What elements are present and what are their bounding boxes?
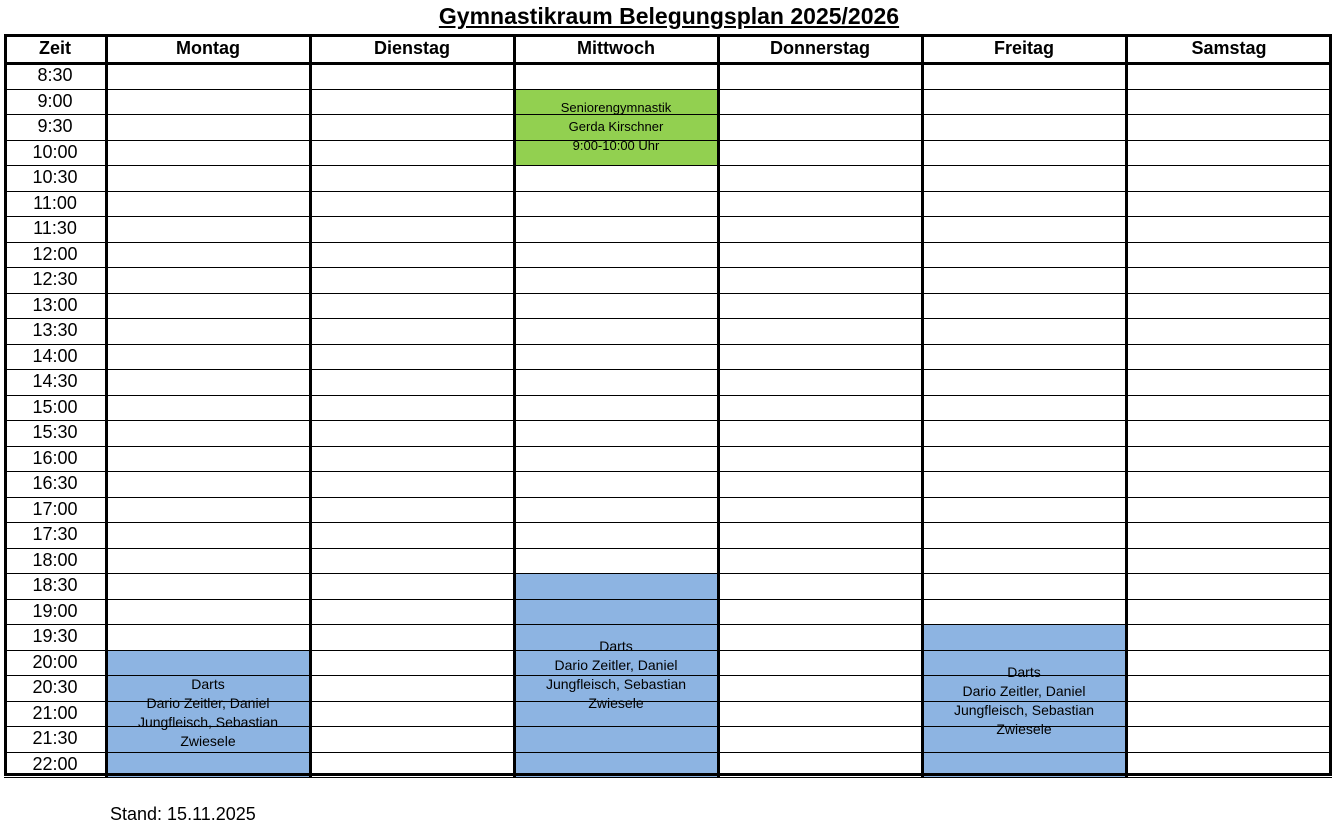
table-frame	[4, 34, 1332, 776]
time-label: 12:00	[32, 243, 78, 264]
booking-line: Jungfleisch, Sebastian	[545, 676, 687, 692]
column-header-donnerstag: Donnerstag	[769, 38, 870, 58]
column-header-dienstag: Dienstag	[373, 38, 451, 58]
column-header-zeit: Zeit	[38, 38, 71, 58]
booking-line: Dario Zeitler, Daniel	[962, 682, 1086, 699]
booking-line: Dario Zeitler, Daniel	[146, 695, 270, 712]
time-label: 10:00	[32, 141, 78, 162]
booking-line: Dario Zeitler, Daniel	[554, 657, 678, 673]
time-label: 21:00	[32, 702, 78, 723]
booking-line: Seniorengymnastik	[560, 100, 672, 116]
column-header-mittwoch: Mittwoch	[577, 38, 655, 58]
time-label: 14:00	[32, 345, 78, 366]
time-label: 11:30	[33, 218, 77, 238]
time-label: 19:00	[32, 600, 78, 621]
time-label: 13:30	[32, 320, 78, 340]
column-header-freitag: Freitag	[993, 38, 1054, 58]
booking-line: Gerda Kirschner	[568, 119, 664, 135]
time-label: 21:30	[32, 728, 78, 748]
time-label: 15:30	[32, 422, 78, 442]
booking-line: Jungfleisch, Sebastian	[953, 701, 1095, 718]
booking-line: Darts	[1007, 663, 1041, 680]
booking-line: Darts	[599, 638, 633, 654]
time-label: 16:30	[32, 473, 78, 493]
time-label: 9:30	[37, 116, 73, 136]
schedule-table	[4, 34, 1332, 775]
time-label: 15:00	[32, 396, 78, 417]
time-label: 12:30	[32, 269, 78, 289]
time-label: 20:00	[32, 651, 78, 672]
time-label: 20:30	[32, 677, 78, 697]
time-label: 17:00	[32, 498, 78, 519]
stand-date: Stand: 15.11.2025	[110, 804, 256, 824]
time-label: 14:30	[32, 371, 78, 391]
booking-line: Zwiesele	[180, 733, 236, 750]
time-label: 19:30	[32, 626, 78, 646]
page-title: Gymnastikraum Belegungsplan 2025/2026	[438, 3, 900, 29]
time-label: 18:30	[32, 575, 78, 595]
booking-line: Darts	[191, 676, 225, 693]
column-header-samstag: Samstag	[1191, 38, 1267, 58]
time-label: 22:00	[32, 753, 78, 774]
booking-line: Jungfleisch, Sebastian	[137, 714, 279, 731]
time-label: 10:30	[32, 167, 78, 187]
booking-line: 9:00-10:00 Uhr	[572, 138, 660, 154]
booking-line: Zwiesele	[996, 720, 1052, 737]
time-label: 9:00	[37, 90, 73, 111]
time-label: 11:00	[33, 192, 77, 213]
time-label: 18:00	[32, 549, 78, 570]
time-label: 17:30	[32, 524, 78, 544]
booking-line: Zwiesele	[588, 695, 644, 711]
row-divider	[4, 777, 1332, 778]
time-label: 13:00	[32, 294, 78, 315]
time-label: 16:00	[32, 447, 78, 468]
time-label: 8:30	[37, 65, 73, 85]
column-header-montag: Montag	[176, 38, 240, 58]
